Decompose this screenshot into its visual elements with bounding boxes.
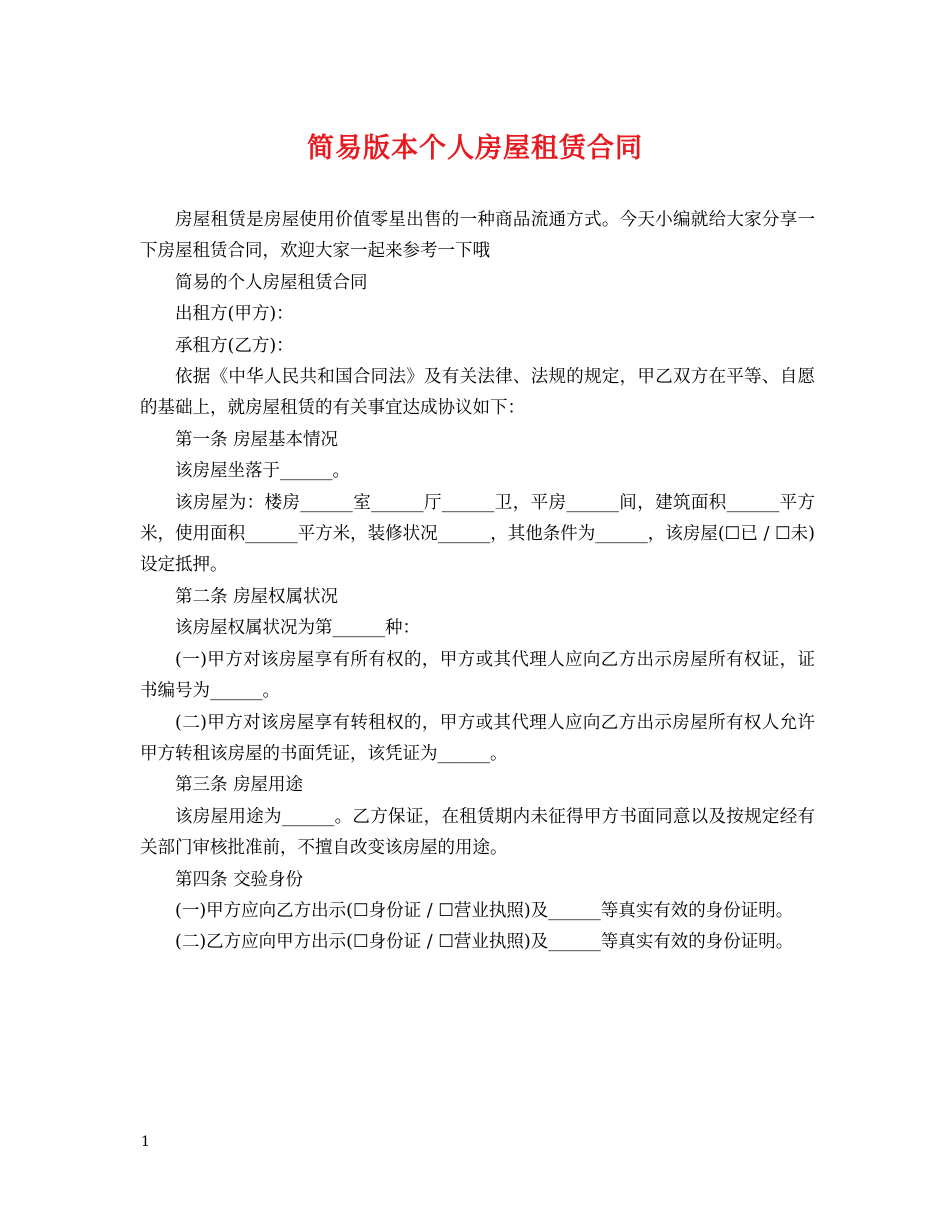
paragraph-house-details: 该房屋为：楼房______室______厅______卫，平房______间，建筑面积______平方米，使用面积______平方米，装修状况______，其他条件为______，该房屋(☐已 / ☐未)设定抵押。 — [140, 492, 815, 576]
article-heading-1: 第一条 房屋基本情况 — [175, 429, 339, 450]
paragraph-ownership-2: (二)甲方对该房屋享有转租权的，甲方或其代理人应向乙方出示房屋所有权人允许甲方转租该房屋的书面凭证，该凭证为______。 — [140, 712, 815, 764]
paragraph-usage: 该房屋用途为______。乙方保证，在租赁期内未征得甲方书面同意以及按规定经有关部门审核批准前，不擅自改变该房屋的用途。 — [140, 806, 815, 859]
paragraph-identity-1: (一)甲方应向乙方出示(☐身份证 / ☐营业执照)及______等真实有效的身份证明。 — [175, 900, 794, 921]
article-heading-2: 第二条 房屋权属状况 — [175, 586, 339, 607]
paragraph-location: 该房屋坐落于______。 — [175, 461, 350, 482]
paragraph-ownership-type: 该房屋权属状况为第______种： — [175, 618, 420, 639]
article-heading-4: 第四条 交验身份 — [175, 869, 304, 890]
paragraph-lessee: 承租方(乙方)： — [175, 335, 294, 356]
page-title: 简易版本个人房屋租赁合同 — [307, 133, 643, 164]
page-number: 1 — [141, 1134, 150, 1150]
paragraph-intro: 房屋租赁是房屋使用价值零星出售的一种商品流通方式。今天小编就给大家分享一下房屋租赁合同，欢迎大家一起来参考一下哦 — [140, 210, 815, 262]
paragraph-ownership-1: (一)甲方对该房屋享有所有权的，甲方或其代理人应向乙方出示房屋所有权证，证书编号为______。 — [140, 649, 815, 702]
document-body — [140, 205, 815, 959]
paragraph-subtitle: 简易的个人房屋租赁合同 — [175, 272, 368, 293]
paragraph-basis: 依据《中华人民共和国合同法》及有关法律、法规的规定，甲乙双方在平等、自愿的基础上，就房屋租赁的有关事宜达成协议如下： — [140, 367, 815, 419]
paragraph-identity-2: (二)乙方应向甲方出示(☐身份证 / ☐营业执照)及______等真实有效的身份证明。 — [175, 932, 794, 953]
paragraph-lessor: 出租方(甲方)： — [175, 304, 294, 325]
article-heading-3: 第三条 房屋用途 — [175, 775, 304, 796]
